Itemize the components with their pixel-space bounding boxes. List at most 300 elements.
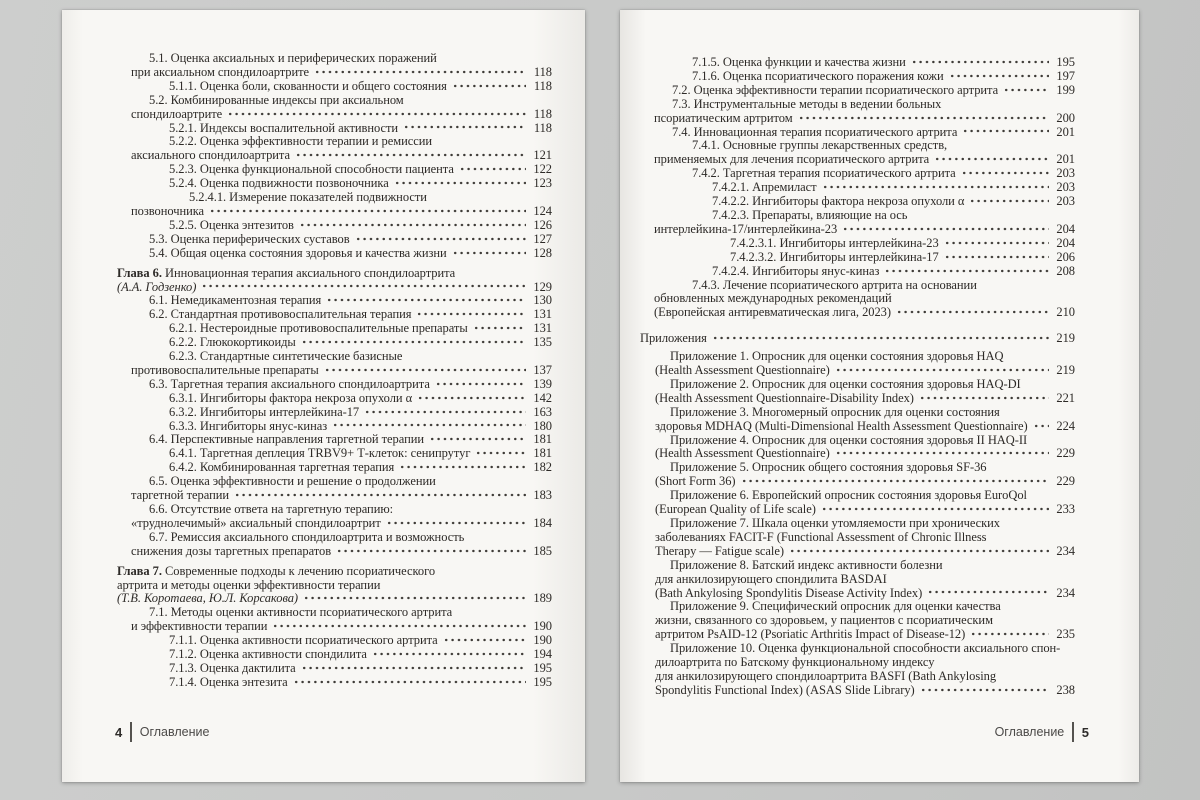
toc-entry-text: 6.3.2. Ингибиторы интерлейкина-17 xyxy=(169,405,360,419)
toc-line xyxy=(655,614,1075,628)
toc-entry xyxy=(640,56,1075,70)
dot-leader xyxy=(270,622,526,633)
toc-page-ref: 200 xyxy=(1056,110,1075,125)
dot-leader xyxy=(441,636,526,647)
toc-entry-text: Spondylitis Functional Index) (ASAS Slide Library) xyxy=(655,682,915,697)
toc-page-ref: 229 xyxy=(1056,446,1075,461)
toc-entry-text: позвоночника xyxy=(131,203,205,218)
dot-leader xyxy=(918,686,1049,697)
toc-entry-text: 7.4.2.3.2. Ингибиторы интерлейкина-17 xyxy=(730,250,939,264)
toc-entry xyxy=(117,676,552,690)
toc-entry-text: Приложение 2. Опросник для оценки состояния здоровья HAQ-DI xyxy=(670,377,1021,391)
dot-leader xyxy=(1001,86,1049,97)
toc-entry xyxy=(640,406,1075,434)
toc-entry xyxy=(117,94,552,122)
toc-line xyxy=(131,80,552,94)
toc-entry-text: 5.2.4. Оценка подвижности позвоночника xyxy=(169,177,389,191)
toc-line xyxy=(654,237,1075,251)
toc-entry xyxy=(117,565,552,607)
toc-line xyxy=(654,126,1075,140)
toc-entry xyxy=(640,70,1075,84)
toc-entry-text: Приложение 6. Европейский опросник состояния здоровья EuroQol xyxy=(670,489,1027,503)
dot-leader xyxy=(947,72,1049,83)
toc-entry-text: 7.1. Методы оценки активности псориатического артрита xyxy=(149,606,453,620)
toc-entry-text: 7.4.3. Лечение псориатического артрита на основании xyxy=(692,278,977,292)
toc-entry-text: 6.2.2. Глюкокортикоиды xyxy=(169,336,296,350)
dot-leader xyxy=(833,366,1049,377)
toc-line xyxy=(117,592,552,606)
dot-leader xyxy=(894,308,1049,319)
toc-entry xyxy=(640,559,1075,601)
toc-page-ref: 118 xyxy=(533,64,552,79)
toc-line xyxy=(640,332,1075,346)
toc-entry xyxy=(117,80,552,94)
toc-entry xyxy=(640,195,1075,209)
toc-entry xyxy=(640,279,1075,321)
toc-entry xyxy=(117,461,552,475)
toc-line xyxy=(654,251,1075,265)
toc-page-ref: 137 xyxy=(533,362,552,377)
toc-entry-text: псориатическим артритом xyxy=(654,110,793,125)
toc-entry xyxy=(640,126,1075,140)
toc-entry xyxy=(640,517,1075,559)
toc-line xyxy=(655,392,1075,406)
dot-leader xyxy=(207,207,526,218)
toc-entry-text: 7.1.2. Оценка активности спондилита xyxy=(169,648,367,662)
toc-entry xyxy=(117,336,552,350)
dot-leader xyxy=(833,449,1049,460)
toc-entry xyxy=(640,332,1075,346)
toc-entry-text: 7.4.2.3. Препараты, влияющие на ось xyxy=(712,208,908,222)
toc-line xyxy=(654,98,1075,112)
dot-leader xyxy=(739,477,1049,488)
toc-entry-text: Приложение 7. Шкала оценки утомляемости при хронических xyxy=(670,517,1000,530)
toc-entry xyxy=(117,433,552,447)
toc-entry-text: 6.6. Отсутствие ответа на таргетную терапию: xyxy=(149,503,394,516)
toc-entry xyxy=(117,420,552,434)
toc-page-ref: 190 xyxy=(533,619,552,634)
right-page-number: 5 xyxy=(1081,724,1089,740)
toc-page-ref: 194 xyxy=(533,648,552,662)
toc-line xyxy=(654,181,1075,195)
dot-leader xyxy=(960,127,1049,138)
dot-leader xyxy=(473,449,526,460)
toc-entry xyxy=(117,247,552,261)
toc-entry xyxy=(117,177,552,191)
toc-page-ref: 183 xyxy=(533,488,552,503)
toc-entry-text: 5.2. Комбинированные индексы при аксиальном xyxy=(149,93,404,107)
toc-entry-text: 6.2. Стандартная противовоспалительная терапия xyxy=(149,308,412,322)
toc-entry-text: Глава 7. Современные подходы к лечению псориатического xyxy=(117,564,436,578)
toc-entry-text: 6.3.1. Ингибиторы фактора некроза опухоли α xyxy=(169,391,413,405)
dot-leader xyxy=(397,463,526,474)
toc-entry-text: Приложение 1. Опросник для оценки состояния здоровья HAQ xyxy=(670,350,1004,364)
toc-entry-text: 5.2.1. Индексы воспалительной активности xyxy=(169,121,399,135)
toc-entry xyxy=(117,662,552,676)
toc-entry-text: 6.4.1. Таргетная деплеция TRBV9+ Т-клеток: сенипрутуг xyxy=(169,447,471,461)
dot-leader xyxy=(917,394,1049,405)
dot-leader xyxy=(392,179,526,190)
toc-entry-text: интерлейкина-17/интерлейкина-23 xyxy=(654,221,838,236)
dot-leader xyxy=(353,235,526,246)
toc-entry-text: (Т.В. Коротаева, Ю.Л. Корсакова) xyxy=(117,591,299,606)
toc-entry xyxy=(117,634,552,648)
toc-page-ref: 203 xyxy=(1056,181,1075,195)
chapter-label: Глава 6. xyxy=(117,266,162,280)
dot-leader xyxy=(819,505,1049,516)
toc-line xyxy=(655,461,1075,475)
toc-line xyxy=(654,139,1075,153)
toc-entry xyxy=(640,251,1075,265)
toc-entry xyxy=(117,475,552,503)
toc-line xyxy=(655,475,1075,489)
toc-line xyxy=(131,122,552,136)
dot-leader xyxy=(370,650,526,661)
dot-leader xyxy=(1031,422,1049,433)
toc-line xyxy=(131,620,552,634)
toc-entry xyxy=(117,267,552,295)
toc-line xyxy=(655,350,1075,364)
toc-line xyxy=(131,205,552,219)
toc-entry-text: артрита и методы оценки эффективности терапии xyxy=(117,577,381,592)
chapter-label: Глава 7. xyxy=(117,564,162,578)
toc-entry-text: (Bath Ankylosing Spondylitis Disease Activity Index) xyxy=(655,585,923,600)
toc-entry-text: «труднолечимый» аксиальный спондилоартрит xyxy=(131,515,381,530)
toc-entry-text: 7.1.6. Оценка псориатического поражения кожи xyxy=(692,69,944,83)
toc-entry-text: таргетной терапии xyxy=(131,488,230,503)
toc-entry xyxy=(117,163,552,177)
toc-entry-text: здоровья MDHAQ (Multi-Dimensional Health Assessment Questionnaire) xyxy=(655,418,1028,433)
toc-line xyxy=(131,461,552,475)
toc-page-ref: 204 xyxy=(1056,236,1075,250)
toc-page-ref: 139 xyxy=(533,377,552,391)
toc-page-ref: 235 xyxy=(1056,627,1075,642)
left-page xyxy=(62,10,585,782)
toc-entry xyxy=(117,406,552,420)
toc-entry xyxy=(640,265,1075,279)
toc-page-ref: 126 xyxy=(533,218,552,232)
dot-leader xyxy=(324,296,526,307)
dot-leader xyxy=(322,366,526,377)
toc-entry-text: применяемых для лечения псориатического артрита xyxy=(654,152,930,167)
toc-entry-text: снижения дозы таргетных препаратов xyxy=(131,543,332,558)
dot-leader xyxy=(450,82,526,93)
dot-leader xyxy=(199,282,526,293)
toc-line xyxy=(131,247,552,261)
toc-entry xyxy=(117,191,552,219)
toc-line xyxy=(131,648,552,662)
toc-entry-text: 7.4. Инновационная терапия псориатического артрита xyxy=(672,125,958,139)
toc-entry xyxy=(640,167,1075,181)
toc-entry-text: Приложения xyxy=(640,332,707,346)
toc-line xyxy=(131,475,552,489)
toc-entry-text: 7.1.3. Оценка дактилита xyxy=(169,661,296,675)
toc-page-ref: 189 xyxy=(533,591,552,606)
toc-entry-text: Приложение 4. Опросник для оценки состояния здоровья II HAQ-II xyxy=(670,433,1028,447)
toc-page-ref: 197 xyxy=(1056,69,1075,83)
toc-entry-text: Therapy — Fatigue scale) xyxy=(655,543,784,558)
toc-line xyxy=(131,634,552,648)
toc-line xyxy=(131,233,552,247)
toc-entry xyxy=(117,233,552,247)
dot-leader xyxy=(299,338,526,349)
toc-page-ref: 182 xyxy=(533,461,552,475)
dot-leader xyxy=(932,155,1049,166)
toc-line xyxy=(654,84,1075,98)
toc-line xyxy=(654,195,1075,209)
toc-entry xyxy=(640,209,1075,237)
dot-leader xyxy=(312,68,526,79)
toc-line xyxy=(654,153,1075,167)
toc-entry-text: противовоспалительные препараты xyxy=(131,362,319,377)
dot-leader xyxy=(942,253,1049,264)
toc-line xyxy=(131,489,552,503)
toc-entry-text: для анкилозирующего спондилита BASDAI xyxy=(655,571,887,586)
toc-entry-text: 7.1.5. Оценка функции и качества жизни xyxy=(692,56,906,69)
toc-entry-text: Приложение 5. Опросник общего состояния здоровья SF-36 xyxy=(670,461,987,475)
toc-entry-text: Приложение 8. Батский индекс активности болезни xyxy=(670,558,943,572)
toc-page-ref: 128 xyxy=(533,246,552,260)
toc-page-ref: 210 xyxy=(1056,305,1075,320)
right-page-footer xyxy=(995,722,1089,742)
dot-leader xyxy=(840,225,1049,236)
toc-page-ref: 195 xyxy=(533,675,552,689)
toc-line xyxy=(655,545,1075,559)
toc-line xyxy=(655,628,1075,642)
toc-line xyxy=(131,336,552,350)
toc-entry-text: 5.1. Оценка аксиальных и периферических поражений xyxy=(149,52,437,65)
toc-page-ref: 233 xyxy=(1056,502,1075,517)
dot-leader xyxy=(414,310,526,321)
toc-line xyxy=(654,279,1075,293)
toc-entry xyxy=(117,52,552,80)
dot-leader xyxy=(297,221,526,232)
toc-line xyxy=(131,531,552,545)
toc-line xyxy=(131,447,552,461)
toc-line xyxy=(655,420,1075,434)
toc-entry-text: 6.5. Оценка эффективности и решение о продолжении xyxy=(149,475,436,489)
toc-page-ref: 190 xyxy=(533,634,552,648)
dot-leader xyxy=(232,491,526,502)
toc-page-ref: 142 xyxy=(533,391,552,405)
toc-entry-text: 6.2.1. Нестероидные противовоспалительные препараты xyxy=(169,322,468,336)
toc-entry-text: (Health Assessment Questionnaire) xyxy=(655,363,830,378)
toc-line xyxy=(131,392,552,406)
toc-line xyxy=(131,676,552,690)
toc-entry-text: Приложение 10. Оценка функциональной способности аксиального спон- xyxy=(670,642,1061,656)
toc-entry xyxy=(640,84,1075,98)
dot-leader xyxy=(433,380,526,391)
dot-leader xyxy=(471,324,526,335)
toc-entry-text: 6.3. Таргетная терапия аксиального спондилоартрита xyxy=(149,377,430,391)
toc-line xyxy=(131,294,552,308)
footer-divider xyxy=(130,722,132,742)
toc-line xyxy=(131,191,552,205)
toc-entry xyxy=(117,531,552,559)
dot-leader xyxy=(301,594,526,605)
toc-entry-text: 5.2.2. Оценка эффективности терапии и ремиссии xyxy=(169,135,432,149)
toc-line xyxy=(131,149,552,163)
toc-entry-text: дилоартрита по Батскому функциональному индексу xyxy=(655,655,935,670)
toc-page-ref: 238 xyxy=(1056,682,1075,697)
toc-line xyxy=(131,364,552,378)
toc-entry xyxy=(117,350,552,378)
toc-entry-text: (Health Assessment Questionnaire) xyxy=(655,446,830,461)
toc-line xyxy=(131,503,552,517)
toc-page-ref: 122 xyxy=(533,163,552,177)
toc-line xyxy=(131,163,552,177)
toc-page-ref: 118 xyxy=(533,106,552,121)
toc-entry xyxy=(117,308,552,322)
toc-entry-text: 7.2. Оценка эффективности терапии псориатического артрита xyxy=(672,83,999,97)
toc-page-ref: 118 xyxy=(533,79,552,93)
toc-line xyxy=(655,364,1075,378)
toc-line xyxy=(654,265,1075,279)
toc-page-ref: 129 xyxy=(533,279,552,294)
toc-line xyxy=(654,167,1075,181)
toc-entry xyxy=(640,181,1075,195)
toc-page-ref: 221 xyxy=(1056,390,1075,405)
toc-entry-text: 6.4.2. Комбинированная таргетная терапия xyxy=(169,461,395,475)
toc-page-ref: 118 xyxy=(533,121,552,135)
dot-leader xyxy=(401,123,526,134)
toc-entry xyxy=(117,294,552,308)
toc-page-ref: 130 xyxy=(533,294,552,308)
toc-entry xyxy=(117,503,552,531)
toc-line xyxy=(655,489,1075,503)
toc-page-ref: 181 xyxy=(533,433,552,447)
toc-entry xyxy=(640,642,1075,698)
dot-leader xyxy=(787,547,1049,558)
toc-page-ref: 180 xyxy=(533,419,552,433)
toc-entry-text: аксиального спондилоартрита xyxy=(131,148,290,163)
left-page-number: 4 xyxy=(115,724,123,740)
toc-entry-text: 7.1.4. Оценка энтезита xyxy=(169,675,288,689)
toc-line xyxy=(655,406,1075,420)
toc-page-ref: 195 xyxy=(1056,56,1075,69)
toc-entry-text: 6.1. Немедикаментозная терапия xyxy=(149,294,322,308)
toc-entry-text: 5.2.5. Оценка энтезитов xyxy=(169,218,294,232)
toc-page-ref: 123 xyxy=(533,177,552,191)
toc-entry-text: (Health Assessment Questionnaire-Disability Index) xyxy=(655,390,914,405)
dot-leader xyxy=(796,114,1049,125)
right-page-toc xyxy=(620,10,1139,698)
toc-entry xyxy=(640,489,1075,517)
toc-line xyxy=(655,642,1075,656)
toc-page-ref: 135 xyxy=(533,336,552,350)
dot-leader xyxy=(299,664,526,675)
dot-leader xyxy=(293,151,526,162)
toc-entry-text: Глава 6. Инновационная терапия аксиального спондилоартрита xyxy=(117,266,456,280)
toc-entry xyxy=(117,378,552,392)
toc-entry xyxy=(640,237,1075,251)
toc-line xyxy=(654,292,1075,306)
toc-page-ref: 185 xyxy=(533,543,552,558)
toc-line xyxy=(655,684,1075,698)
toc-entry xyxy=(117,322,552,336)
dot-leader xyxy=(450,249,526,260)
dot-leader xyxy=(925,588,1049,599)
toc-line xyxy=(131,308,552,322)
toc-page-ref: 208 xyxy=(1056,264,1075,278)
toc-line xyxy=(131,52,552,66)
toc-line xyxy=(655,503,1075,517)
toc-entry xyxy=(117,135,552,163)
toc-page-ref: 224 xyxy=(1056,418,1075,433)
dot-leader xyxy=(968,630,1049,641)
toc-page-ref: 131 xyxy=(533,308,552,322)
toc-page-ref: 199 xyxy=(1056,83,1075,97)
toc-entry-text: 6.2.3. Стандартные синтетические базисные xyxy=(169,350,403,364)
toc-page-ref: 203 xyxy=(1056,195,1075,209)
dot-leader xyxy=(959,169,1049,180)
toc-line xyxy=(654,306,1075,320)
toc-entry-text: Приложение 3. Многомерный опросник для оценки состояния xyxy=(670,405,1000,419)
dot-leader xyxy=(967,197,1049,208)
dot-leader xyxy=(820,183,1049,194)
toc-page-ref: 124 xyxy=(533,203,552,218)
toc-entry-text: 6.7. Ремиссия аксиального спондилоартрита и возможность xyxy=(149,530,465,544)
toc-line xyxy=(654,70,1075,84)
dot-leader xyxy=(427,435,526,446)
toc-entry-text: для анкилозирующего спондилоартрита BASFI (Bath Ankylosing xyxy=(655,668,997,683)
toc-entry-text: и эффективности терапии xyxy=(131,619,268,634)
toc-line xyxy=(117,579,552,593)
toc-line xyxy=(131,350,552,364)
left-page-toc xyxy=(62,10,585,690)
toc-line xyxy=(117,281,552,295)
toc-page-ref: 195 xyxy=(533,661,552,675)
toc-line xyxy=(131,406,552,420)
toc-entry-text: 7.4.2.1. Апремиласт xyxy=(712,181,817,195)
toc-entry-text: артритом PsAID-12 (Psoriatic Arthritis Impact of Disease-12) xyxy=(655,627,966,642)
toc-entry xyxy=(640,350,1075,378)
dot-leader xyxy=(384,519,526,530)
toc-entry-text: 5.2.3. Оценка функциональной способности пациента xyxy=(169,163,454,177)
toc-line xyxy=(654,56,1075,70)
toc-entry-text: при аксиальном спондилоартрите xyxy=(131,64,310,79)
right-running-title: Оглавление xyxy=(994,725,1065,739)
toc-line xyxy=(131,517,552,531)
toc-line xyxy=(131,662,552,676)
left-page-footer xyxy=(115,722,209,742)
toc-line xyxy=(655,531,1075,545)
toc-page-ref: 201 xyxy=(1056,125,1075,139)
toc-entry-text: (European Quality of Life scale) xyxy=(655,502,816,517)
toc-line xyxy=(131,378,552,392)
toc-line xyxy=(131,322,552,336)
toc-entry-text: 5.2.4.1. Измерение показателей подвижности xyxy=(189,191,427,205)
toc-line xyxy=(655,434,1075,448)
toc-page-ref: 184 xyxy=(533,515,552,530)
toc-entry-text: 7.4.2.2. Ингибиторы фактора некроза опухоли α xyxy=(712,195,965,209)
toc-line xyxy=(655,517,1075,531)
toc-entry xyxy=(117,219,552,233)
toc-line xyxy=(131,177,552,191)
toc-entry xyxy=(117,447,552,461)
toc-page-ref: 204 xyxy=(1056,221,1075,236)
toc-page-ref: 234 xyxy=(1056,585,1075,600)
toc-line xyxy=(131,66,552,80)
toc-entry-text: 7.4.2.3.1. Ингибиторы интерлейкина-23 xyxy=(730,236,939,250)
toc-entry-text: 5.3. Оценка периферических суставов xyxy=(149,232,350,246)
toc-entry xyxy=(640,378,1075,406)
toc-entry xyxy=(640,434,1075,462)
dot-leader xyxy=(415,394,526,405)
toc-entry xyxy=(117,606,552,634)
toc-line xyxy=(131,545,552,559)
toc-entry xyxy=(640,139,1075,167)
